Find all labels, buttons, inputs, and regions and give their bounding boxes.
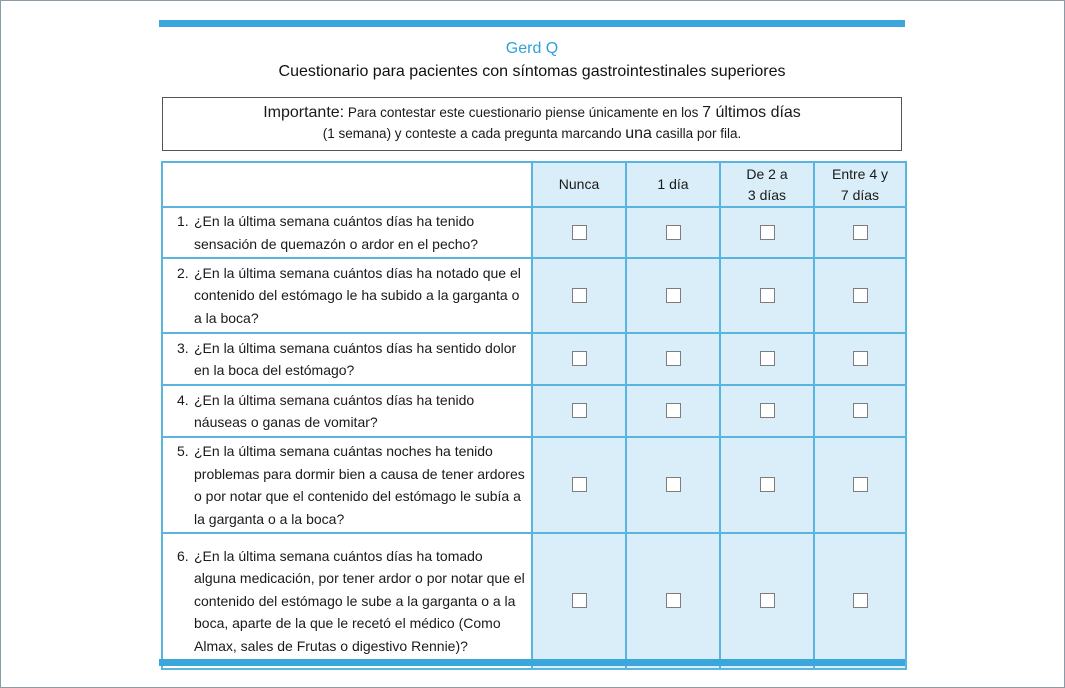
- answer-checkbox[interactable]: [853, 403, 868, 418]
- answer-checkbox[interactable]: [666, 288, 681, 303]
- answer-cell: [626, 207, 720, 258]
- question-row: [162, 385, 906, 437]
- answer-checkbox[interactable]: [853, 351, 868, 366]
- question-row: [162, 207, 906, 258]
- answer-checkbox[interactable]: [572, 288, 587, 303]
- bottom-rule: [159, 659, 905, 666]
- question-text-wrap: [177, 545, 527, 658]
- questionnaire-table: [161, 161, 907, 670]
- instructions-text-2: (1 semana) y conteste a cada pregunta marcando: [322, 126, 626, 141]
- column-header-label: Nunca: [558, 176, 600, 192]
- answer-cell: [626, 533, 720, 669]
- answer-cell: [720, 207, 814, 258]
- answer-cell: [626, 437, 720, 533]
- question-text-wrap: [177, 337, 527, 382]
- instructions-line-1: [163, 102, 901, 123]
- answer-cell: [814, 437, 906, 533]
- column-header-nunca: [532, 162, 626, 207]
- column-header-2-3-dias: [720, 162, 814, 207]
- answer-checkbox[interactable]: [666, 351, 681, 366]
- question-cell: [162, 333, 532, 385]
- answer-checkbox[interactable]: [760, 477, 775, 492]
- question-number: 4.: [177, 391, 189, 408]
- question-row: [162, 437, 906, 533]
- answer-checkbox[interactable]: [666, 403, 681, 418]
- question-text: ¿En la última semana cuántos días ha notado que el contenido del estómago le ha subido a la garganta o a la boca?: [194, 264, 521, 326]
- answer-checkbox[interactable]: [760, 288, 775, 303]
- answer-cell: [720, 258, 814, 333]
- question-row: [162, 533, 906, 669]
- column-header-label: 1 día: [657, 176, 689, 192]
- answer-cell: [814, 333, 906, 385]
- column-header-4-7-dias: [814, 162, 906, 207]
- column-header-label: 3 días: [747, 186, 787, 203]
- answer-checkbox[interactable]: [572, 351, 587, 366]
- answer-checkbox[interactable]: [666, 477, 681, 492]
- instructions-text-1: Para contestar este cuestionario piense únicamente en los: [344, 105, 703, 120]
- answer-cell: [532, 533, 626, 669]
- question-row: [162, 333, 906, 385]
- question-cell: [162, 385, 532, 437]
- question-number: 1.: [177, 213, 189, 229]
- question-column-header: [162, 162, 532, 207]
- question-cell: [162, 533, 532, 669]
- answer-checkbox[interactable]: [572, 593, 587, 608]
- question-number: 3.: [177, 339, 189, 356]
- answer-checkbox[interactable]: [853, 477, 868, 492]
- question-number: 6.: [177, 547, 189, 564]
- answer-checkbox[interactable]: [760, 593, 775, 608]
- answer-cell: [626, 258, 720, 333]
- question-text-wrap: [177, 262, 527, 330]
- answer-cell: [720, 437, 814, 533]
- column-header-label: Entre 4 y: [831, 165, 889, 182]
- question-cell: [162, 258, 532, 333]
- answer-cell: [720, 385, 814, 437]
- answer-cell: [532, 333, 626, 385]
- important-label: Importante:: [263, 104, 345, 121]
- answer-checkbox[interactable]: [853, 225, 868, 240]
- answer-checkbox[interactable]: [853, 593, 868, 608]
- answer-checkbox[interactable]: [572, 403, 587, 418]
- top-rule: [159, 20, 905, 27]
- answer-cell: [720, 533, 814, 669]
- questionnaire-subtitle: Cuestionario para pacientes con síntomas gastrointestinales superiores: [278, 63, 786, 80]
- answer-checkbox[interactable]: [572, 477, 587, 492]
- answer-cell: [720, 333, 814, 385]
- answer-checkbox[interactable]: [853, 288, 868, 303]
- question-text: ¿En la última semana cuántos días ha tenido sensación de quemazón o ardor en el pecho?: [194, 213, 479, 252]
- answer-checkbox[interactable]: [760, 403, 775, 418]
- answer-cell: [532, 207, 626, 258]
- column-header-label: De 2 a: [746, 165, 788, 182]
- instructions-text-3: casilla por fila.: [651, 126, 742, 141]
- column-header-label: 7 días: [840, 186, 880, 203]
- question-text: ¿En la última semana cuántas noches ha tenido problemas para dormir bien a causa de tener ardores o por notar que el contenido del estómago le subía a la garganta o a la boca?: [194, 443, 525, 527]
- question-row: [162, 258, 906, 333]
- answer-cell: [626, 385, 720, 437]
- instructions-emphasis-days: 7 últimos días: [702, 104, 801, 121]
- question-text-wrap: [177, 210, 527, 255]
- header-row: [162, 162, 906, 207]
- question-number: 5.: [177, 443, 189, 459]
- question-text-wrap: [177, 389, 527, 434]
- answer-cell: [814, 533, 906, 669]
- instructions-emphasis-one: una: [625, 125, 652, 142]
- question-number: 2.: [177, 264, 189, 281]
- answer-checkbox[interactable]: [666, 225, 681, 240]
- answer-cell: [814, 385, 906, 437]
- answer-checkbox[interactable]: [572, 225, 587, 240]
- instructions-box: [162, 97, 902, 151]
- answer-cell: [532, 437, 626, 533]
- answer-cell: [626, 333, 720, 385]
- answer-checkbox[interactable]: [760, 351, 775, 366]
- question-text: ¿En la última semana cuántos días ha tenido náuseas o ganas de vomitar?: [194, 391, 475, 430]
- question-text: ¿En la última semana cuántos días ha sentido dolor en la boca del estómago?: [194, 339, 517, 378]
- answer-cell: [814, 258, 906, 333]
- question-text: ¿En la última semana cuántos días ha tomado alguna medicación, por tener ardor o por notar que el contenido del estómago le sube a la garganta o a la boca, aparte de la que le recetó el médico (Como Almax, sales de Frutas o digestivo Rennie)?: [194, 547, 525, 654]
- instructions-line-2: [163, 123, 901, 144]
- answer-cell: [532, 385, 626, 437]
- questionnaire-title: Gerd Q: [505, 40, 559, 57]
- question-text-wrap: [177, 440, 527, 530]
- answer-checkbox[interactable]: [760, 225, 775, 240]
- column-header-1-dia: [626, 162, 720, 207]
- question-cell: [162, 437, 532, 533]
- answer-cell: [532, 258, 626, 333]
- question-cell: [162, 207, 532, 258]
- answer-cell: [814, 207, 906, 258]
- answer-checkbox[interactable]: [666, 593, 681, 608]
